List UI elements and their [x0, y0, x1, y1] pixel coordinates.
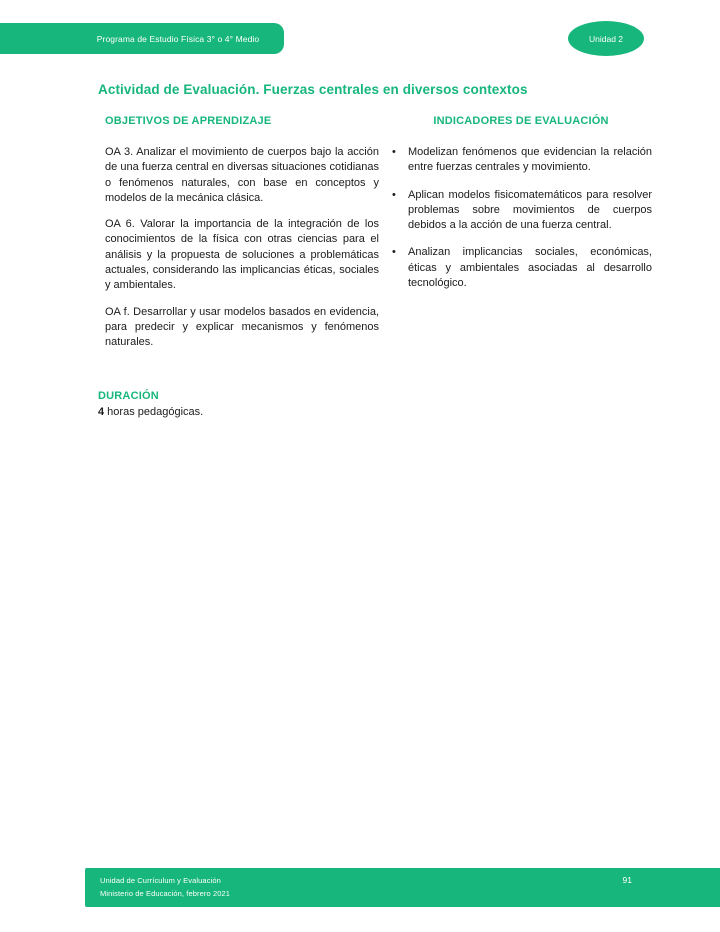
footer-credits — [100, 874, 230, 900]
list-item — [390, 145, 652, 176]
objective-paragraph-oa6: OA 6. Valorar la importancia de la integración de los conocimientos de la física con otras ciencias para el análisis y la propuesta de soluciones a problemáticas actuales, considerando las implicancias éticas, sociales y ambientales. — [105, 218, 379, 292]
unit-badge-label: Unidad 2 — [588, 33, 624, 44]
indicator-text: Modelizan fenómenos que evidencian la relación entre fuerzas centrales y movimiento. — [408, 146, 652, 174]
objectives-heading: OBJETIVOS DE APRENDIZAJE — [105, 115, 272, 127]
objective-paragraph-oaf: OA f. Desarrollar y usar modelos basados en evidencia, para predecir y explicar mecanismos y fenómenos naturales. — [105, 305, 379, 349]
objective-paragraph-oa3: OA 3. Analizar el movimiento de cuerpos bajo la acción de una fuerza central en diversas situaciones cotidianas o fenómenos naturales, con base en conceptos y modelos de la mecánica clásica. — [105, 146, 379, 204]
program-badge — [0, 23, 284, 54]
page-footer — [85, 868, 720, 907]
indicator-text: Aplican modelos fisicomatemáticos para resolver problemas sobre movimientos de cuerpos debidos a la acción de una fuerza central. — [408, 188, 652, 232]
duration-section — [98, 390, 203, 420]
indicators-list — [390, 145, 652, 291]
page-title: Actividad de Evaluación. Fuerzas centrales en diversos contextos — [98, 82, 528, 97]
bullet-dot-icon: • — [392, 246, 396, 259]
duration-hours-text: horas pedagógicas. — [104, 406, 204, 418]
footer-line-1: Unidad de Currículum y Evaluación — [100, 876, 221, 885]
list-item — [390, 188, 652, 234]
page-number: 91 — [622, 875, 632, 885]
indicators-heading: INDICADORES DE EVALUACIÓN — [433, 115, 609, 127]
duration-hours-number: 4 — [98, 406, 105, 418]
bullet-dot-icon: • — [392, 146, 396, 158]
indicator-text: Analizan implicancias sociales, económicas, éticas y ambientales asociadas al desarrollo tecnológico. — [408, 246, 652, 290]
list-item — [390, 245, 652, 291]
footer-line-2: Ministerio de Educación, febrero 2021 — [100, 889, 231, 898]
bullet-dot-icon: • — [392, 188, 396, 201]
duration-value — [98, 405, 203, 420]
indicators-column — [390, 115, 652, 303]
program-badge-label: Programa de Estudio Física 3° o 4° Medio — [96, 33, 260, 44]
duration-heading: DURACIÓN — [98, 390, 159, 402]
objectives-column — [105, 115, 379, 362]
unit-badge — [568, 21, 644, 56]
